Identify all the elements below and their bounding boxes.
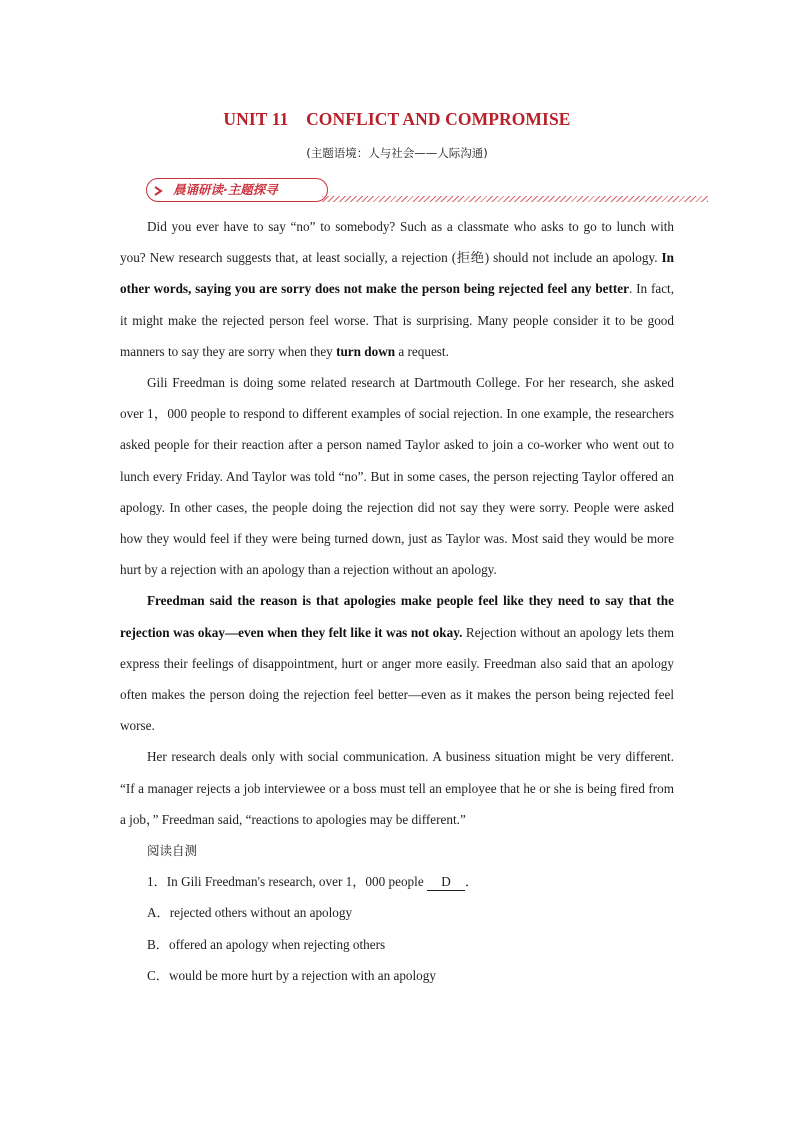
paragraph-1 (120, 211, 674, 367)
unit-title: UNIT 11 CONFLICT AND COMPROMISE (223, 109, 571, 129)
paragraph-2: Gili Freedman is doing some related research at Dartmouth College. For her research, she asked over 1，000 people to respond to different examples of social rejection. In one example, the researchers asked people for their reaction after a person named Taylor asked to join a co-worker who went out to lunch every Friday. And Taylor was told “no”. But in some cases, the person rejecting Taylor offered an apology. In other cases, the people doing the rejection did not say they were sorry. People were asked how they would feel if they were being turned down, just as Taylor was. Most said they would be more hurt by a rejection with an apology than a rejection without an apology. (120, 375, 674, 578)
theme-context-subtitle: (主题语境：人与社会——人际沟通) (306, 146, 488, 160)
paragraph-1-text-c: a request. (395, 343, 449, 359)
paragraph-3-bold-sentence: Freedman said the reason is that apologies make people feel like they need to say that the rejection was okay—even when they felt like it was not okay. (120, 593, 674, 640)
exercise-heading: 阅读自测 (147, 843, 198, 859)
chevron-right-icon (153, 186, 163, 196)
paragraph-1-text-a: Did you ever have to say “no” to somebody? Such as a classmate who asks to go to lunch with you? New research suggests that, at least socially, a rejection (拒绝) should not include an apology. (120, 219, 674, 266)
option-b: B．offered an apology when rejecting others (147, 936, 386, 952)
question-1-answer-blank: D (427, 873, 465, 891)
paragraph-1-text-b: . In fact, it might make the rejected person feel worse. That is surprising. Many people consider it to be good manners to say they are sorry when they (120, 281, 675, 359)
question-1-end: ． (464, 874, 479, 890)
option-a: A．rejected others without an apology (147, 905, 353, 921)
section-banner-tab (146, 178, 328, 202)
section-banner (146, 176, 708, 208)
section-banner-rule (322, 196, 708, 202)
reading-passage (120, 211, 674, 991)
paragraph-1-bold-phrase: turn down (336, 343, 396, 359)
paragraph-3 (120, 585, 674, 741)
paragraph-1-bold-sentence: In other words, saying you are sorry does not make the person being rejected feel any better (120, 250, 674, 297)
question-1-stem: 1．In Gili Freedman's research, over 1，000 people (147, 874, 427, 890)
section-banner-label: 晨诵研读·主题探寻 (173, 182, 278, 197)
paragraph-4: Her research deals only with social communication. A business situation might be very different. “If a manager rejects a job interviewee or a boss must tell an employee that he or she is being fired from a job，” Freedman said, “reactions to apologies may be different.” (120, 749, 674, 827)
paragraph-3-text: Rejection without an apology lets them express their feelings of disappointment, hurt or anger more easily. Freedman also said that an apology often makes the person doing the rejection feel better—even as it makes the person being rejected feel worse. (120, 624, 674, 734)
question-1 (120, 866, 674, 897)
option-c: C．would be more hurt by a rejection with an apology (147, 967, 436, 983)
